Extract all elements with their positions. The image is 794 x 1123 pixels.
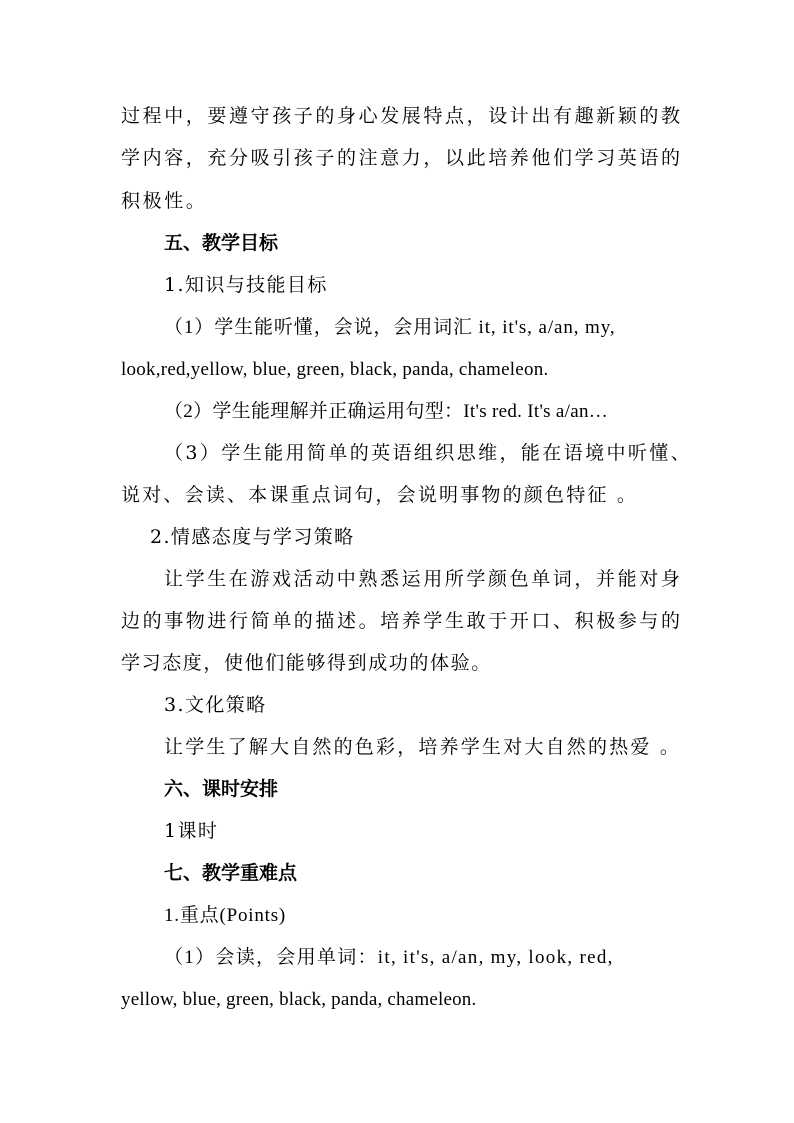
section-heading-seven — [164, 860, 297, 886]
paragraph-text: 学习态度，使他们能够得到成功的体验。 — [121, 652, 492, 674]
paragraph-text: 边的事物进行简单的描述。培养学生敢于开口、积极参与的 — [121, 610, 683, 632]
section-heading-five — [164, 230, 278, 256]
paragraph-text: 让学生在游戏活动中熟悉运用所学颜色单词，并能对身 — [164, 568, 683, 590]
list-item-continuation — [121, 482, 638, 508]
subsection-title — [164, 272, 328, 298]
list-item-text: 说对、会读、本课重点词句，会说明事物的颜色特征 。 — [121, 484, 639, 506]
list-item-continuation — [121, 356, 548, 383]
subsection-title — [164, 902, 286, 929]
list-item-text: （2）学生能理解并正确运用句型：It's red. It's a/an… — [164, 401, 609, 422]
list-item — [164, 944, 614, 971]
paragraph-line — [121, 145, 683, 171]
list-item-text: look,red,yellow, blue, green, black, panda, chameleon. — [121, 359, 549, 380]
list-item — [164, 440, 692, 466]
subsection-text: 1.知识与技能目标 — [164, 274, 328, 296]
subsection-text: 2.情感态度与学习策略 — [150, 526, 355, 548]
subsection-text: 1.重点(Points) — [164, 905, 287, 926]
list-item-text: （1）学生能听懂，会说，会用词汇 it, it's, a/an, my, — [164, 317, 616, 338]
paragraph-text: 1课时 — [164, 820, 219, 842]
paragraph-text: 学内容，充分吸引孩子的注意力，以此培养他们学习英语的 — [121, 147, 683, 169]
paragraph-line — [121, 650, 492, 676]
list-item-continuation — [121, 986, 476, 1013]
heading-text: 六、课时安排 — [164, 778, 279, 800]
list-item-text: （3）学生能用简单的英语组织思维，能在语境中听懂、 — [164, 442, 693, 464]
section-heading-six — [164, 776, 278, 802]
list-item-text: yellow, blue, green, black, panda, chameleon. — [121, 989, 477, 1010]
subsection-text: 3.文化策略 — [164, 694, 267, 716]
heading-text: 七、教学重难点 — [164, 862, 298, 884]
paragraph-line — [121, 608, 683, 634]
paragraph-text: 让学生了解大自然的色彩，培养学生对大自然的热爱 。 — [164, 736, 682, 758]
paragraph-line — [164, 818, 218, 844]
paragraph-text: 积极性。 — [121, 190, 208, 212]
subsection-title — [150, 524, 355, 550]
paragraph-line — [121, 188, 207, 214]
paragraph-line — [164, 734, 681, 760]
list-item-text: （1）会读，会用单词：it, it's, a/an, my, look, red, — [164, 947, 614, 968]
heading-text: 五、教学目标 — [164, 232, 279, 254]
list-item — [164, 398, 608, 425]
paragraph-text: 过程中，要遵守孩子的身心发展特点，设计出有趣新颖的教 — [121, 105, 683, 127]
paragraph-line — [121, 103, 683, 129]
subsection-title — [164, 692, 267, 718]
list-item — [164, 314, 616, 341]
paragraph-line — [164, 566, 682, 592]
